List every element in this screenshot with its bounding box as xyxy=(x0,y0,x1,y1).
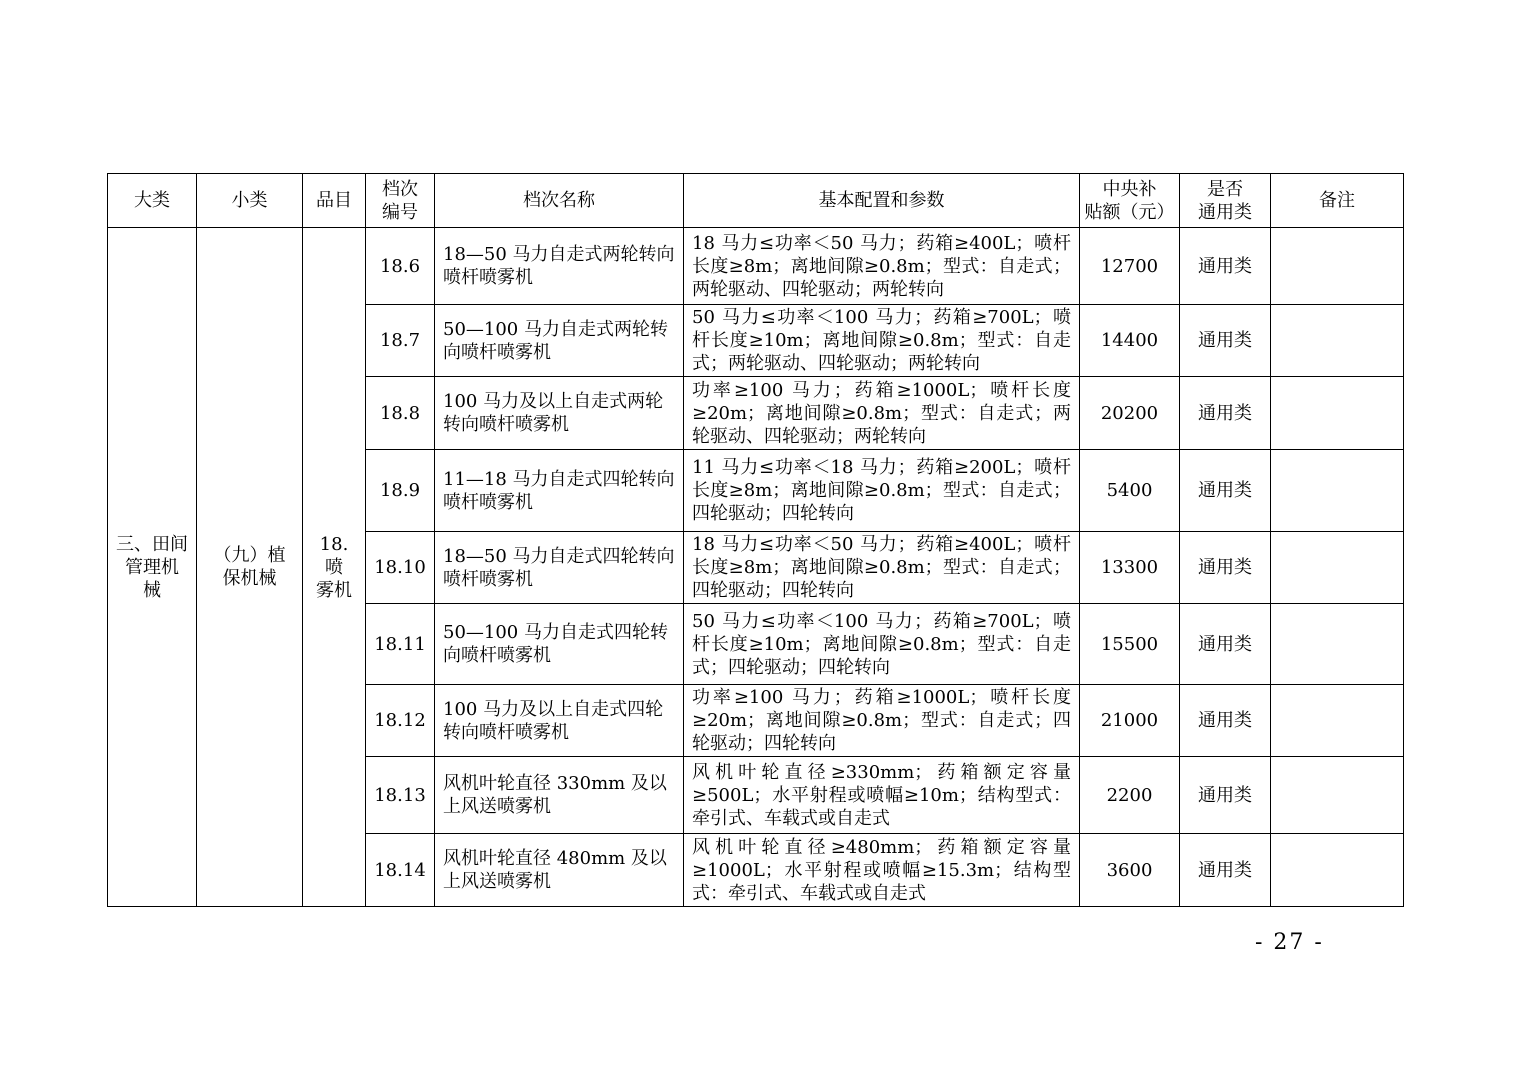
grade-name-cell: 18—50 马力自走式两轮转向喷杆喷雾机 xyxy=(435,228,684,305)
subsidy-cell: 12700 xyxy=(1080,228,1180,305)
header-remark: 备注 xyxy=(1271,174,1404,228)
grade-name-cell: 50—100 马力自走式四轮转向喷杆喷雾机 xyxy=(435,604,684,685)
subsidy-cell: 20200 xyxy=(1080,377,1180,450)
grade-no-cell: 18.6 xyxy=(366,228,435,305)
remark-cell xyxy=(1271,757,1404,834)
header-general: 是否 通用类 xyxy=(1180,174,1271,228)
remark-cell xyxy=(1271,450,1404,532)
grade-name-cell: 风机叶轮直径 330mm 及以上风送喷雾机 xyxy=(435,757,684,834)
grade-no-cell: 18.14 xyxy=(366,834,435,907)
subsidy-cell: 5400 xyxy=(1080,450,1180,532)
remark-cell xyxy=(1271,834,1404,907)
spec-cell: 11 马力≤功率＜18 马力；药箱≥200L；喷杆长度≥8m；离地间隙≥0.8m；型式：自走式；四轮驱动；四轮转向 xyxy=(684,450,1080,532)
grade-name-cell: 50—100 马力自走式两轮转向喷杆喷雾机 xyxy=(435,305,684,377)
grade-no-cell: 18.12 xyxy=(366,685,435,757)
spec-cell: 50 马力≤功率＜100 马力；药箱≥700L；喷杆长度≥10m；离地间隙≥0.8m；型式：自走式；两轮驱动、四轮驱动；两轮转向 xyxy=(684,305,1080,377)
general-cell: 通用类 xyxy=(1180,757,1271,834)
grade-no-cell: 18.7 xyxy=(366,305,435,377)
header-subsidy: 中央补 贴额（元） xyxy=(1080,174,1180,228)
subsidy-cell: 21000 xyxy=(1080,685,1180,757)
remark-cell xyxy=(1271,604,1404,685)
remark-cell xyxy=(1271,228,1404,305)
table-row xyxy=(108,228,1404,305)
header-grade-no: 档次 编号 xyxy=(366,174,435,228)
subsidy-cell: 15500 xyxy=(1080,604,1180,685)
header-subcategory: 小类 xyxy=(197,174,303,228)
spec-cell: 功率≥100 马力；药箱≥1000L；喷杆长度≥20m；离地间隙≥0.8m；型式：自走式；两轮驱动、四轮驱动；两轮转向 xyxy=(684,377,1080,450)
spec-cell: 风机叶轮直径≥330mm；药箱额定容量≥500L；水平射程或喷幅≥10m；结构型式：牵引式、车载式或自走式 xyxy=(684,757,1080,834)
subsidy-cell: 3600 xyxy=(1080,834,1180,907)
subsidy-table xyxy=(107,173,1404,907)
grade-name-cell: 100 马力及以上自走式两轮转向喷杆喷雾机 xyxy=(435,377,684,450)
general-cell: 通用类 xyxy=(1180,450,1271,532)
general-cell: 通用类 xyxy=(1180,377,1271,450)
grade-no-cell: 18.11 xyxy=(366,604,435,685)
grade-name-cell: 风机叶轮直径 480mm 及以上风送喷雾机 xyxy=(435,834,684,907)
grade-no-cell: 18.10 xyxy=(366,532,435,604)
spec-cell: 18 马力≤功率＜50 马力；药箱≥400L；喷杆长度≥8m；离地间隙≥0.8m；型式：自走式；两轮驱动、四轮驱动；两轮转向 xyxy=(684,228,1080,305)
grade-no-cell: 18.13 xyxy=(366,757,435,834)
remark-cell xyxy=(1271,377,1404,450)
general-cell: 通用类 xyxy=(1180,834,1271,907)
grade-name-cell: 11—18 马力自走式四轮转向喷杆喷雾机 xyxy=(435,450,684,532)
header-grade-name: 档次名称 xyxy=(435,174,684,228)
subsidy-cell: 13300 xyxy=(1080,532,1180,604)
remark-cell xyxy=(1271,532,1404,604)
grade-name-cell: 18—50 马力自走式四轮转向喷杆喷雾机 xyxy=(435,532,684,604)
general-cell: 通用类 xyxy=(1180,532,1271,604)
grade-no-cell: 18.9 xyxy=(366,450,435,532)
grade-no-cell: 18.8 xyxy=(366,377,435,450)
page-number: - 27 - xyxy=(1255,930,1324,955)
subsidy-cell: 14400 xyxy=(1080,305,1180,377)
item-cell: 18.喷 雾机 xyxy=(303,228,366,907)
spec-cell: 50 马力≤功率＜100 马力；药箱≥700L；喷杆长度≥10m；离地间隙≥0.8m；型式：自走式；四轮驱动；四轮转向 xyxy=(684,604,1080,685)
subcategory-cell: （九）植 保机械 xyxy=(197,228,303,907)
general-cell: 通用类 xyxy=(1180,305,1271,377)
general-cell: 通用类 xyxy=(1180,685,1271,757)
table-header-row xyxy=(108,174,1404,228)
header-spec: 基本配置和参数 xyxy=(684,174,1080,228)
grade-name-cell: 100 马力及以上自走式四轮转向喷杆喷雾机 xyxy=(435,685,684,757)
header-item: 品目 xyxy=(303,174,366,228)
general-cell: 通用类 xyxy=(1180,228,1271,305)
spec-cell: 风机叶轮直径≥480mm；药箱额定容量≥1000L；水平射程或喷幅≥15.3m；结构型式：牵引式、车载式或自走式 xyxy=(684,834,1080,907)
remark-cell xyxy=(1271,685,1404,757)
spec-cell: 18 马力≤功率＜50 马力；药箱≥400L；喷杆长度≥8m；离地间隙≥0.8m；型式：自走式；四轮驱动；四轮转向 xyxy=(684,532,1080,604)
general-cell: 通用类 xyxy=(1180,604,1271,685)
remark-cell xyxy=(1271,305,1404,377)
header-category: 大类 xyxy=(108,174,197,228)
subsidy-cell: 2200 xyxy=(1080,757,1180,834)
category-cell: 三、田间 管理机 械 xyxy=(108,228,197,907)
spec-cell: 功率≥100 马力；药箱≥1000L；喷杆长度≥20m；离地间隙≥0.8m；型式：自走式；四轮驱动；四轮转向 xyxy=(684,685,1080,757)
